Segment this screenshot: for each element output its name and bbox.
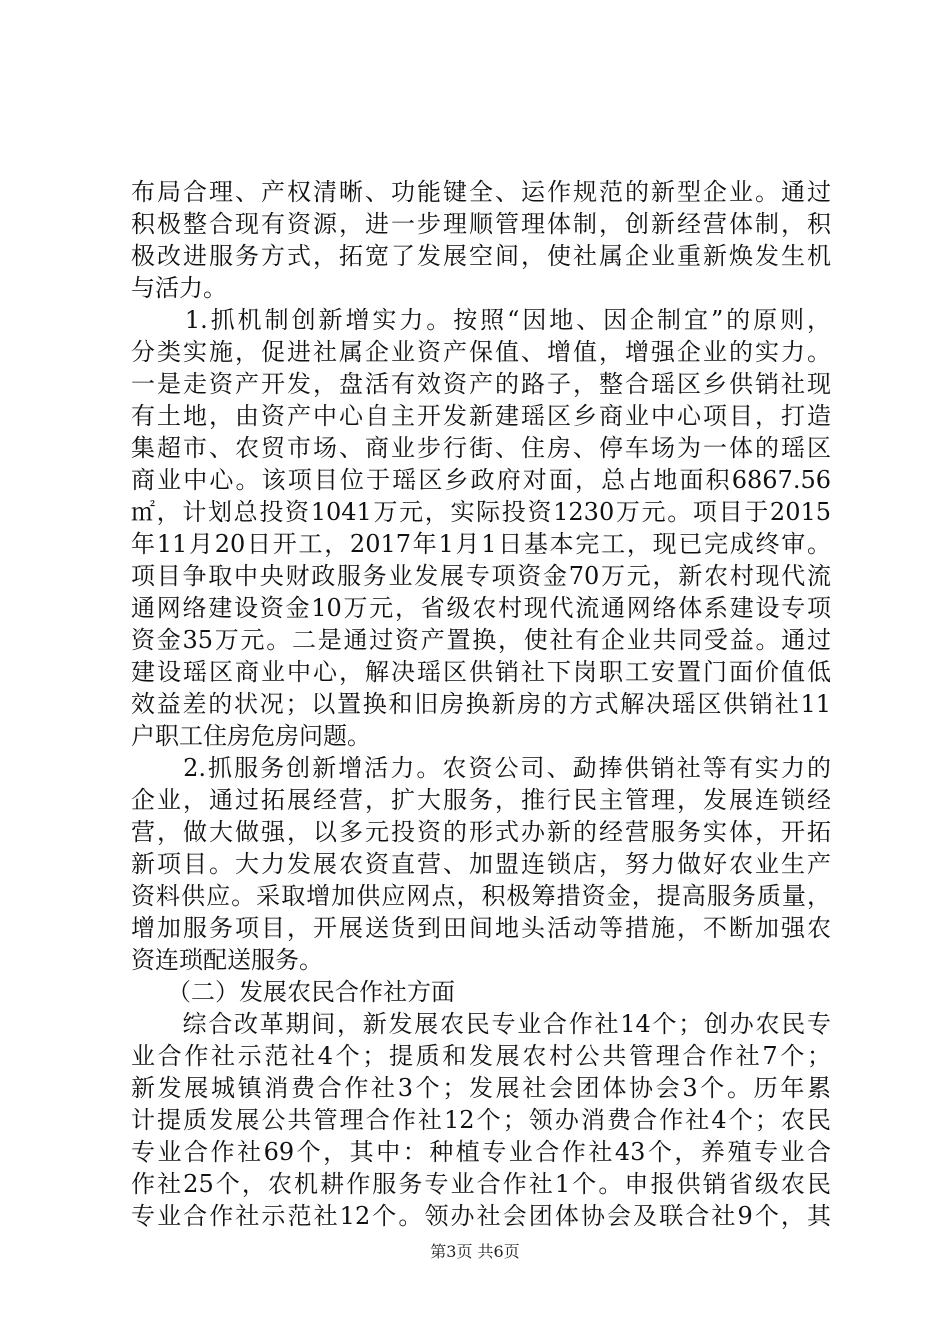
text-line: 极改进服务方式，拓宽了发展空间，使社属企业重新焕发生机 <box>131 242 831 270</box>
text-line: 专业合作社69个，其中：种植专业合作社43个，养殖专业合 <box>131 1138 831 1166</box>
text-line: 商业中心。该项目位于瑶区乡政府对面，总占地面积6867.56 <box>131 466 831 494</box>
text-line: 资料供应。采取增加供应网点，积极筹措资金，提高服务质量， <box>131 882 831 910</box>
text-line: 与活力。 <box>131 274 227 302</box>
text-line: 资金35万元。二是通过资产置换，使社有企业共同受益。通过 <box>131 626 831 654</box>
text-line: 作社25个，农机耕作服务专业合作社1个。申报供销省级农民 <box>131 1170 831 1198</box>
text-line: 资连琐配送服务。 <box>131 946 323 974</box>
page-number-footer: 第3页 共6页 <box>430 1242 520 1261</box>
text-line: 一是走资产开发，盘活有效资产的路子，整合瑶区乡供销社现 <box>131 370 831 398</box>
text-line: 新项目。大力发展农资直营、加盟连锁店，努力做好农业生产 <box>131 850 831 878</box>
text-line: 分类实施，促进社属企业资产保值、增值，增强企业的实力。 <box>131 338 831 366</box>
text-line: 建设瑶区商业中心，解决瑶区供销社下岗职工安置门面价值低 <box>131 658 831 686</box>
section-heading: （二）发展农民合作社方面 <box>131 978 455 1006</box>
text-line: 1.抓机制创新增实力。按照“因地、因企制宜”的原则， <box>131 306 831 334</box>
text-line: 项目争取中央财政服务业发展专项资金70万元，新农村现代流 <box>131 562 831 590</box>
text-line: 户职工住房危房问题。 <box>131 722 371 750</box>
text-line: 年11月20日开工，2017年1月1日基本完工，现已完成终审。 <box>131 530 831 558</box>
text-line: 企业，通过拓展经营，扩大服务，推行民主管理，发展连锁经 <box>131 786 831 814</box>
text-line: 业合作社示范社4个；提质和发展农村公共管理合作社7个； <box>131 1042 831 1070</box>
text-line: 有土地，由资产中心自主开发新建瑶区乡商业中心项目，打造 <box>131 402 831 430</box>
document-body <box>131 176 831 1232</box>
text-line: 通网络建设资金10万元，省级农村现代流通网络体系建设专项 <box>131 594 831 622</box>
text-line: 2.抓服务创新增活力。农资公司、勐捧供销社等有实力的 <box>131 754 831 782</box>
text-line: ㎡，计划总投资1041万元，实际投资1230万元。项目于2015 <box>131 498 831 526</box>
text-line: 新发展城镇消费合作社3个；发展社会团体协会3个。历年累 <box>131 1074 831 1102</box>
text-line: 综合改革期间，新发展农民专业合作社14个；创办农民专 <box>131 1010 831 1038</box>
text-line: 集超市、农贸市场、商业步行街、住房、停车场为一体的瑶区 <box>131 434 831 462</box>
text-line: 专业合作社示范社12个。领办社会团体协会及联合社9个，其 <box>131 1202 831 1230</box>
text-line: 积极整合现有资源，进一步理顺管理体制，创新经营体制，积 <box>131 210 831 238</box>
text-line: 营，做大做强，以多元投资的形式办新的经营服务实体，开拓 <box>131 818 831 846</box>
text-line: 效益差的状况；以置换和旧房换新房的方式解决瑶区供销社11 <box>131 690 831 718</box>
text-line: 增加服务项目，开展送货到田间地头活动等措施，不断加强农 <box>131 914 831 942</box>
text-line: 布局合理、产权清晰、功能键全、运作规范的新型企业。通过 <box>131 178 831 206</box>
text-line: 计提质发展公共管理合作社12个；领办消费合作社4个；农民 <box>131 1106 831 1134</box>
